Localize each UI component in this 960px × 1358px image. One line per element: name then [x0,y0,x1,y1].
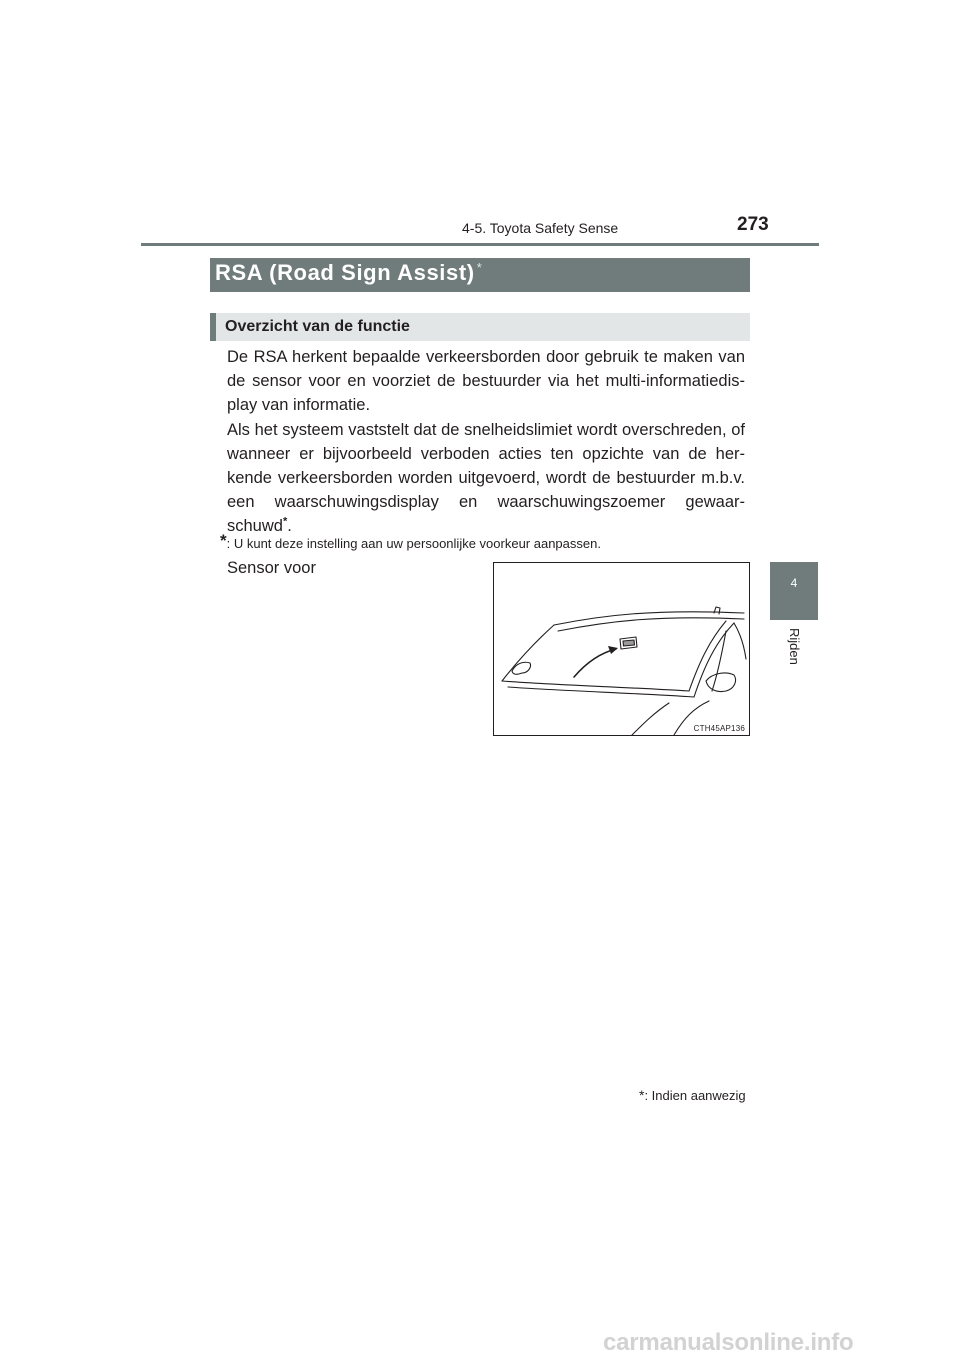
paragraph-1: De RSA herkent bepaalde verkeersborden door gebruik te maken van de sensor voor en voorziet de bestuurder via het multi-informatiedis-play van informatie. [227,348,745,414]
title-asterisk: * [476,260,483,275]
subheading-marker [210,313,216,341]
availability-note-mark: * [639,1087,645,1103]
page-title [215,260,482,286]
windshield-sensor-illustration [493,562,750,736]
footnote-text: : U kunt deze instelling aan uw persoonlijke voorkeur aanpassen. [226,536,601,551]
footnote-mark: * [220,531,227,550]
figure-code: CTH45AP136 [693,724,745,733]
availability-note [639,1087,746,1103]
page-title-text: RSA (Road Sign Assist) [215,260,475,285]
section-title: 4-5. Toyota Safety Sense [462,220,619,236]
paragraph-2-end: . [287,517,292,535]
paragraph-2-text: Als het systeem vaststelt dat de snelheidslimiet wordt overschreden, of wanneer er bijvoorbeeld verboden acties ten opzichte van de her-kende verkeersborden worden uitgevoerd, wordt de bestuurder m.b.v. een waarschuwingsdisplay en waarschuwingszoemer gewaar-schuwd [227,421,745,535]
subheading: Overzicht van de functie [225,318,410,335]
chapter-number: 4 [790,576,798,590]
header-divider [141,243,819,246]
footnote-reference: * [282,515,288,528]
chapter-tab [770,562,818,620]
car-windshield-drawing [494,563,749,735]
figure-label: Sensor voor [227,559,316,577]
availability-note-text: : Indien aanwezig [644,1088,746,1103]
page-number: 273 [737,214,769,235]
paragraph-2 [227,418,745,538]
footnote [220,531,601,551]
chapter-label: Rijden [787,628,802,665]
watermark-logo: carmanualsonline.info [603,1329,854,1356]
